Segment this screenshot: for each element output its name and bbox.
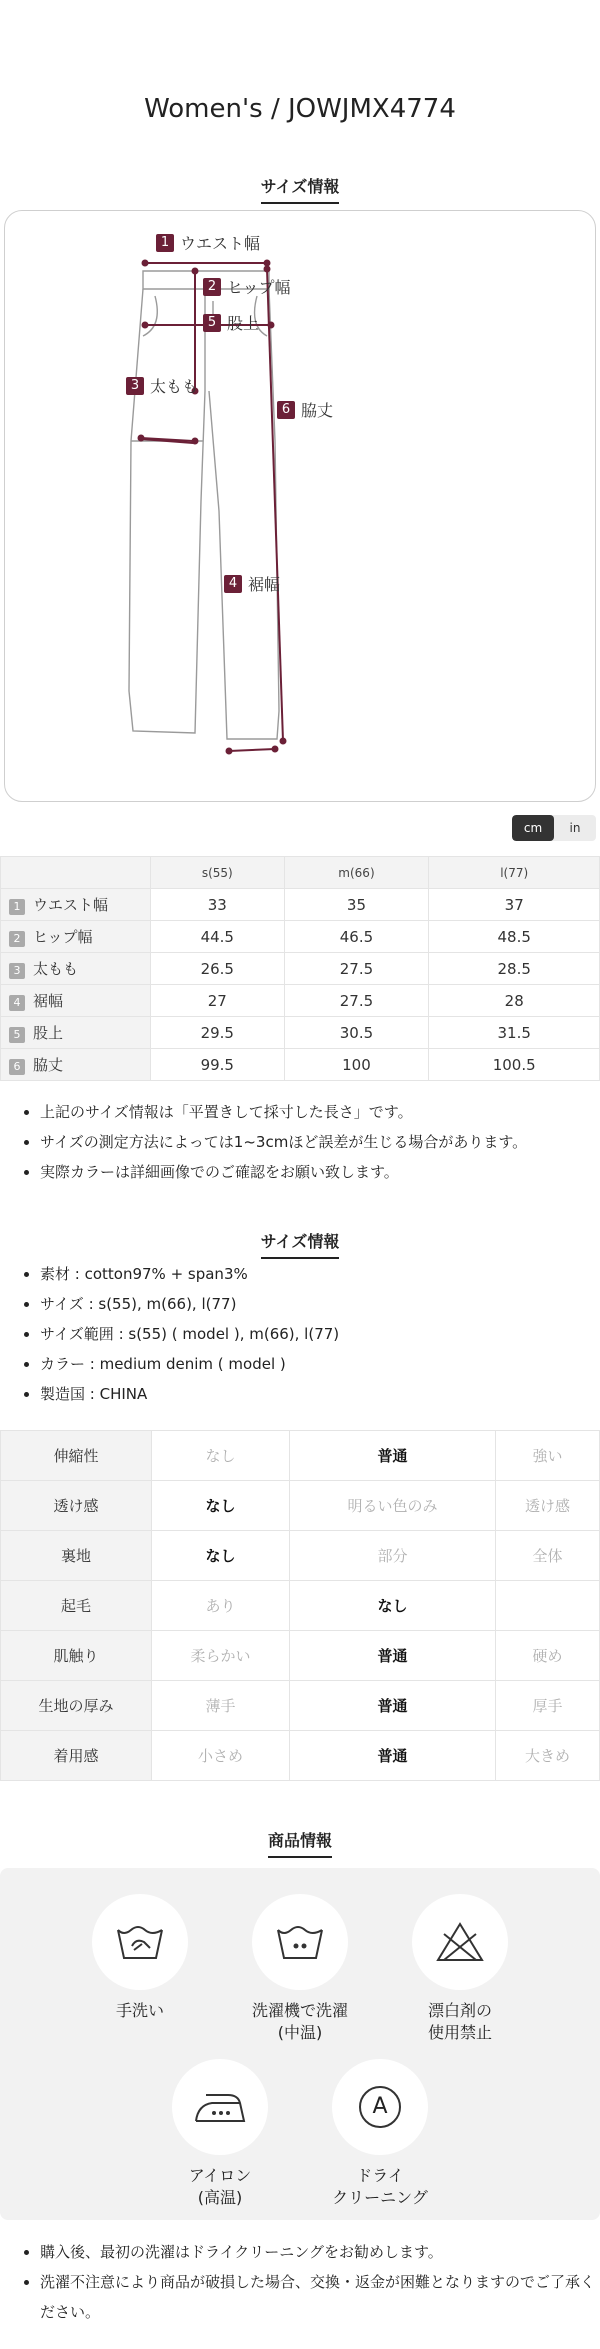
table-cell: 27.5 [284, 953, 429, 985]
row-header: 1 ウエスト幅 [1, 889, 151, 921]
row-header: 6 脇丈 [1, 1049, 151, 1081]
table-cell: 46.5 [284, 921, 429, 953]
row-header: 3 太もも [1, 953, 151, 985]
feel-row-label: 着用感 [1, 1731, 152, 1781]
table-row [1, 985, 600, 1017]
care-item: A ドライ クリーニング [305, 2059, 455, 2209]
dry-clean-icon: A [359, 2086, 401, 2128]
table-cell: 44.5 [151, 921, 285, 953]
feel-row-label: 透け感 [1, 1481, 152, 1531]
page-title: Women's / JOWJMX4774 [144, 94, 456, 124]
table-cell: 28 [429, 985, 600, 1017]
diagram-label-thigh: 3 太もも [126, 374, 198, 397]
product-section-title: 商品情報 [0, 1828, 600, 1858]
table-cell: 35 [284, 889, 429, 921]
size-diagram [4, 210, 596, 802]
table-row [1, 953, 600, 985]
feel-row-label: 伸縮性 [1, 1431, 152, 1481]
care-notes [0, 2237, 595, 2327]
diagram-label-hip: 2 ヒップ幅 [203, 275, 291, 298]
feel-option: 普通 [290, 1631, 496, 1681]
fabric-feel-table [0, 1430, 600, 1781]
feel-option: 明るい色のみ [290, 1481, 496, 1531]
feel-option: 部分 [290, 1531, 496, 1581]
table-cell: 31.5 [429, 1017, 600, 1049]
feel-option: なし [152, 1531, 290, 1581]
feel-option: 小さめ [152, 1731, 290, 1781]
row-header: 4 裾幅 [1, 985, 151, 1017]
feel-option: 普通 [290, 1681, 496, 1731]
unit-cm-button[interactable]: cm [512, 815, 554, 841]
table-row [1, 1681, 600, 1731]
hand-wash-icon [114, 1920, 166, 1964]
feel-option: 柔らかい [152, 1631, 290, 1681]
size-table [0, 856, 600, 1081]
size-section-title: サイズ情報 [0, 174, 600, 204]
size-table-corner [1, 857, 151, 889]
table-row [1, 889, 600, 921]
table-row [1, 1017, 600, 1049]
unit-in-button[interactable]: in [569, 821, 581, 835]
feel-option: なし [290, 1581, 496, 1631]
row-header: 2 ヒップ幅 [1, 921, 151, 953]
list-item: • 素材 : cotton97% + span3% [40, 1259, 595, 1289]
diagram-label-rise: 5 股上 [203, 311, 259, 334]
feel-option: 普通 [290, 1431, 496, 1481]
care-item: 漂白剤の 使用禁止 [385, 1894, 535, 2044]
feel-row-label: 裏地 [1, 1531, 152, 1581]
table-cell: 100 [284, 1049, 429, 1081]
feel-option: 強い [495, 1431, 599, 1481]
row-header: 5 股上 [1, 1017, 151, 1049]
feel-option: なし [152, 1481, 290, 1531]
table-row [1, 1481, 600, 1531]
diagram-label-side-length: 6 脇丈 [277, 398, 333, 421]
list-item: • サイズ範囲 : s(55) ( model ), m(66), l(77) [40, 1319, 595, 1349]
feel-option: あり [152, 1581, 290, 1631]
no-bleach-icon [434, 1920, 486, 1964]
feel-option: 透け感 [495, 1481, 599, 1531]
feel-option: 普通 [290, 1731, 496, 1781]
care-item: 手洗い [65, 1894, 215, 2022]
table-cell: 48.5 [429, 921, 600, 953]
machine-wash-icon [274, 1920, 326, 1964]
list-item: • 実際カラーは詳細画像でのご確認をお願い致します。 [40, 1157, 595, 1187]
table-cell: 37 [429, 889, 600, 921]
list-item: • 洗濯不注意により商品が破損した場合、交換・返金が困難となりますのでご了承ください。 [40, 2267, 595, 2327]
diagram-label-hem: 4 裾幅 [224, 572, 280, 595]
table-row [1, 1431, 600, 1481]
feel-option: 全体 [495, 1531, 599, 1581]
size-notes [0, 1097, 595, 1187]
feel-option: 薄手 [152, 1681, 290, 1731]
table-row [1, 1631, 600, 1681]
care-item: アイロン (高温) [145, 2059, 295, 2209]
size-column-header: l(77) [429, 857, 600, 889]
table-cell: 26.5 [151, 953, 285, 985]
table-cell: 27 [151, 985, 285, 1017]
size-column-header: m(66) [284, 857, 429, 889]
table-row [1, 1731, 600, 1781]
list-item: • サイズ : s(55), m(66), l(77) [40, 1289, 595, 1319]
unit-toggle [512, 815, 596, 841]
list-item: • 上記のサイズ情報は「平置きして採寸した長さ」です。 [40, 1097, 595, 1127]
iron-high-icon [192, 2087, 248, 2127]
pants-illustration [5, 211, 595, 801]
feel-option: 硬め [495, 1631, 599, 1681]
feel-option [495, 1581, 599, 1631]
feel-row-label: 生地の厚み [1, 1681, 152, 1731]
list-item: • サイズの測定方法によっては1~3cmほど誤差が生じる場合があります。 [40, 1127, 595, 1157]
table-cell: 29.5 [151, 1017, 285, 1049]
table-row [1, 1581, 600, 1631]
table-row [1, 1531, 600, 1581]
product-info-list [0, 1259, 595, 1409]
feel-row-label: 肌触り [1, 1631, 152, 1681]
table-cell: 99.5 [151, 1049, 285, 1081]
list-item: • カラー : medium denim ( model ) [40, 1349, 595, 1379]
list-item: • 購入後、最初の洗濯はドライクリーニングをお勧めします。 [40, 2237, 595, 2267]
care-instructions-panel [0, 1868, 600, 2220]
feel-row-label: 起毛 [1, 1581, 152, 1631]
table-row [1, 1049, 600, 1081]
size-column-header: s(55) [151, 857, 285, 889]
table-cell: 28.5 [429, 953, 600, 985]
table-cell: 27.5 [284, 985, 429, 1017]
info-section-title: サイズ情報 [0, 1229, 600, 1259]
list-item: • 製造国 : CHINA [40, 1379, 595, 1409]
size-table-header [1, 857, 600, 889]
table-row [1, 921, 600, 953]
table-cell: 30.5 [284, 1017, 429, 1049]
feel-option: 厚手 [495, 1681, 599, 1731]
diagram-label-waist: 1 ウエスト幅 [156, 231, 260, 254]
feel-option: 大きめ [495, 1731, 599, 1781]
feel-option: なし [152, 1431, 290, 1481]
care-item: 洗濯機で洗濯 (中温) [225, 1894, 375, 2044]
table-cell: 100.5 [429, 1049, 600, 1081]
table-cell: 33 [151, 889, 285, 921]
